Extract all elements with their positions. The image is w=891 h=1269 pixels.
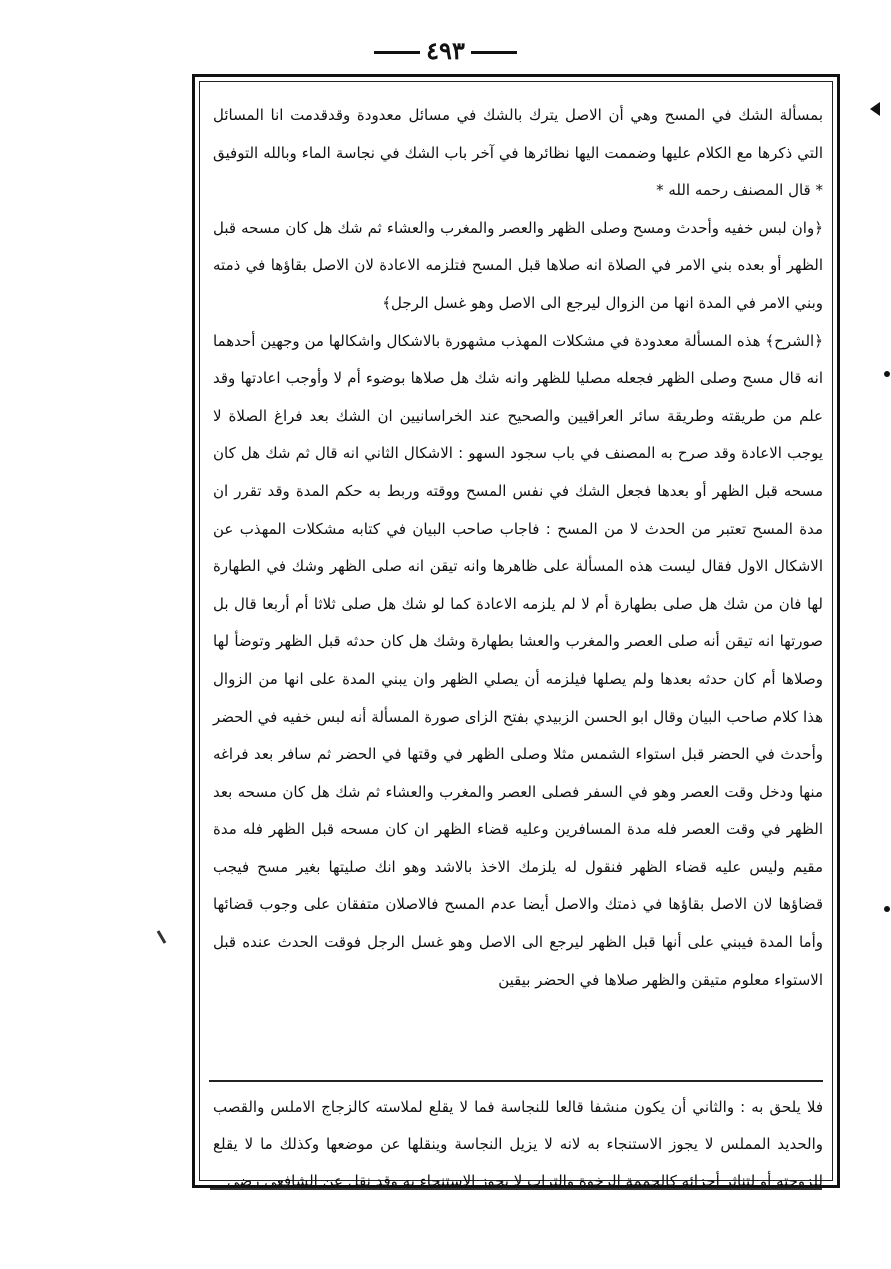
- bottom-rule: [210, 1188, 822, 1190]
- margin-tick-mark: [157, 930, 167, 944]
- paragraph-sharh: ﴿الشرح﴾ هذه المسألة معدودة في مشكلات المهذب مشهورة بالاشكال واشكالها من وجهين أحدهما انه قال مسح وصلى الظهر فجعله مصليا للظهر وانه شك هل صلاها بوضوء أم لا وأوجب اعادتها وقد علم من طريقته وطريقة سائر العراقيين والصحيح عند الخراسانيين ان الشك بعد فراغ الصلاة لا يوجب الاعادة وقد صرح به المصنف في باب سجود السهو : الاشكال الثاني انه قال ثم شك هل كان مسحه قبل الظهر أو بعدها فجعل الشك في نفس المسح ووقته وربط به حكم المدة وقد تقرر ان مدة المسح تعتبر من الحدث لا من المسح : فاجاب صاحب البيان في كتابه مشكلات المهذب عن الاشكال الاول فقال ليست هذه المسألة على ظاهرها وانه تيقن انه صلى الظهر وشك في الطهارة لها فان من شك هل صلى بطهارة أم لا لم يلزمه الاعادة كما لو شك هل صلى ثلاثا أم أربعا قال بل صورتها انه تيقن أنه صلى العصر والمغرب والعشا بطهارة وشك هل كان حدثه قبل الظهر وتوضأ لها وصلاها أم كان حدثه بعدها ولم يصلها فيلزمه أن يصلي الظهر وان يبني المدة على انها من الزوال هذا كلام صاحب البيان وقال ابو الحسن الزبيدي بفتح الزاى صورة المسألة أنه لبس خفيه في الحضر وأحدث في الحضر قبل استواء الشمس مثلا وصلى الظهر في وقتها في الحضر ثم سافر بعد فراغه منها ودخل وقت العصر وهو في السفر فصلى العصر والمغرب والعشاء ثم شك هل كان مسحه بعد الظهر في وقت العصر فله مدة المسافرين وعليه قضاء الظهر ان كان مسحه قبل الظهر فله مدة مقيم وليس عليه قضاء الظهر فنقول له يلزمك الاخذ بالاشد وهو انك صليتها بغير مسح فيجب قضاؤها لان الاصل بقاؤها في ذمتك والاصل أيضا عدم المسح فالاصلان متفقان على وجوب قضائها وأما المدة فيبني على أنها قبل الظهر ليرجع الى الاصل وهو غسل الرجل فوقت الحدث عنده قبل الاستواء معلوم متيقن والظهر صلاها في الحضر بيقين: [213, 331, 823, 989]
- header-dash-left: [374, 51, 420, 54]
- margin-dot-mark: [884, 371, 890, 377]
- margin-arrow-mark: [870, 102, 880, 116]
- footnote-text: [213, 1089, 823, 1200]
- page-frame: [192, 74, 840, 1188]
- paragraph-matn: ﴿وان لبس خفيه وأحدث ومسح وصلى الظهر والعصر والمغرب والعشاء ثم شك هل كان مسحه قبل الظهر أو بعده بني الامر في الصلاة انه صلاها قبل المسح فتلزمه الاعادة لان الاصل بقاؤها في ذمته وبني الامر في المدة انها من الزوال ليرجع الى الاصل وهو غسل الرجل﴾: [213, 218, 823, 312]
- page-number: ٤٩٣: [426, 36, 465, 65]
- paragraph-intro: بمسألة الشك في المسح وهي أن الاصل يترك بالشك في مسائل معدودة وقدقدمت انا المسائل التي ذكرها مع الكلام عليها وضممت اليها نظائرها في آخر باب الشك في نجاسة الماء وبالله التوفيق * قال المصنف رحمه الله *: [213, 106, 823, 200]
- header-dash-right: [471, 51, 517, 54]
- page-number-header: [0, 36, 891, 65]
- footnote-divider: [209, 1080, 823, 1082]
- margin-dot-mark: [884, 906, 890, 912]
- footnote-paragraph: فلا يلحق به : والثاني أن يكون منشفا قالعا للنجاسة فما لا يقلع لملاسته كالزجاج الاملس والقصب والحديد المملس لا يجوز الاستنجاء به لانه لا يزيل النجاسة وينقلها عن موضعها وكذلك ما لا يقلع للزوجته أو لتناثر أجزائه كالحممة الرخوة والتراب لا يجوز الاستنجاء به وقد نقل عن الشافعي رضي: [213, 1098, 823, 1190]
- main-text: [213, 97, 823, 999]
